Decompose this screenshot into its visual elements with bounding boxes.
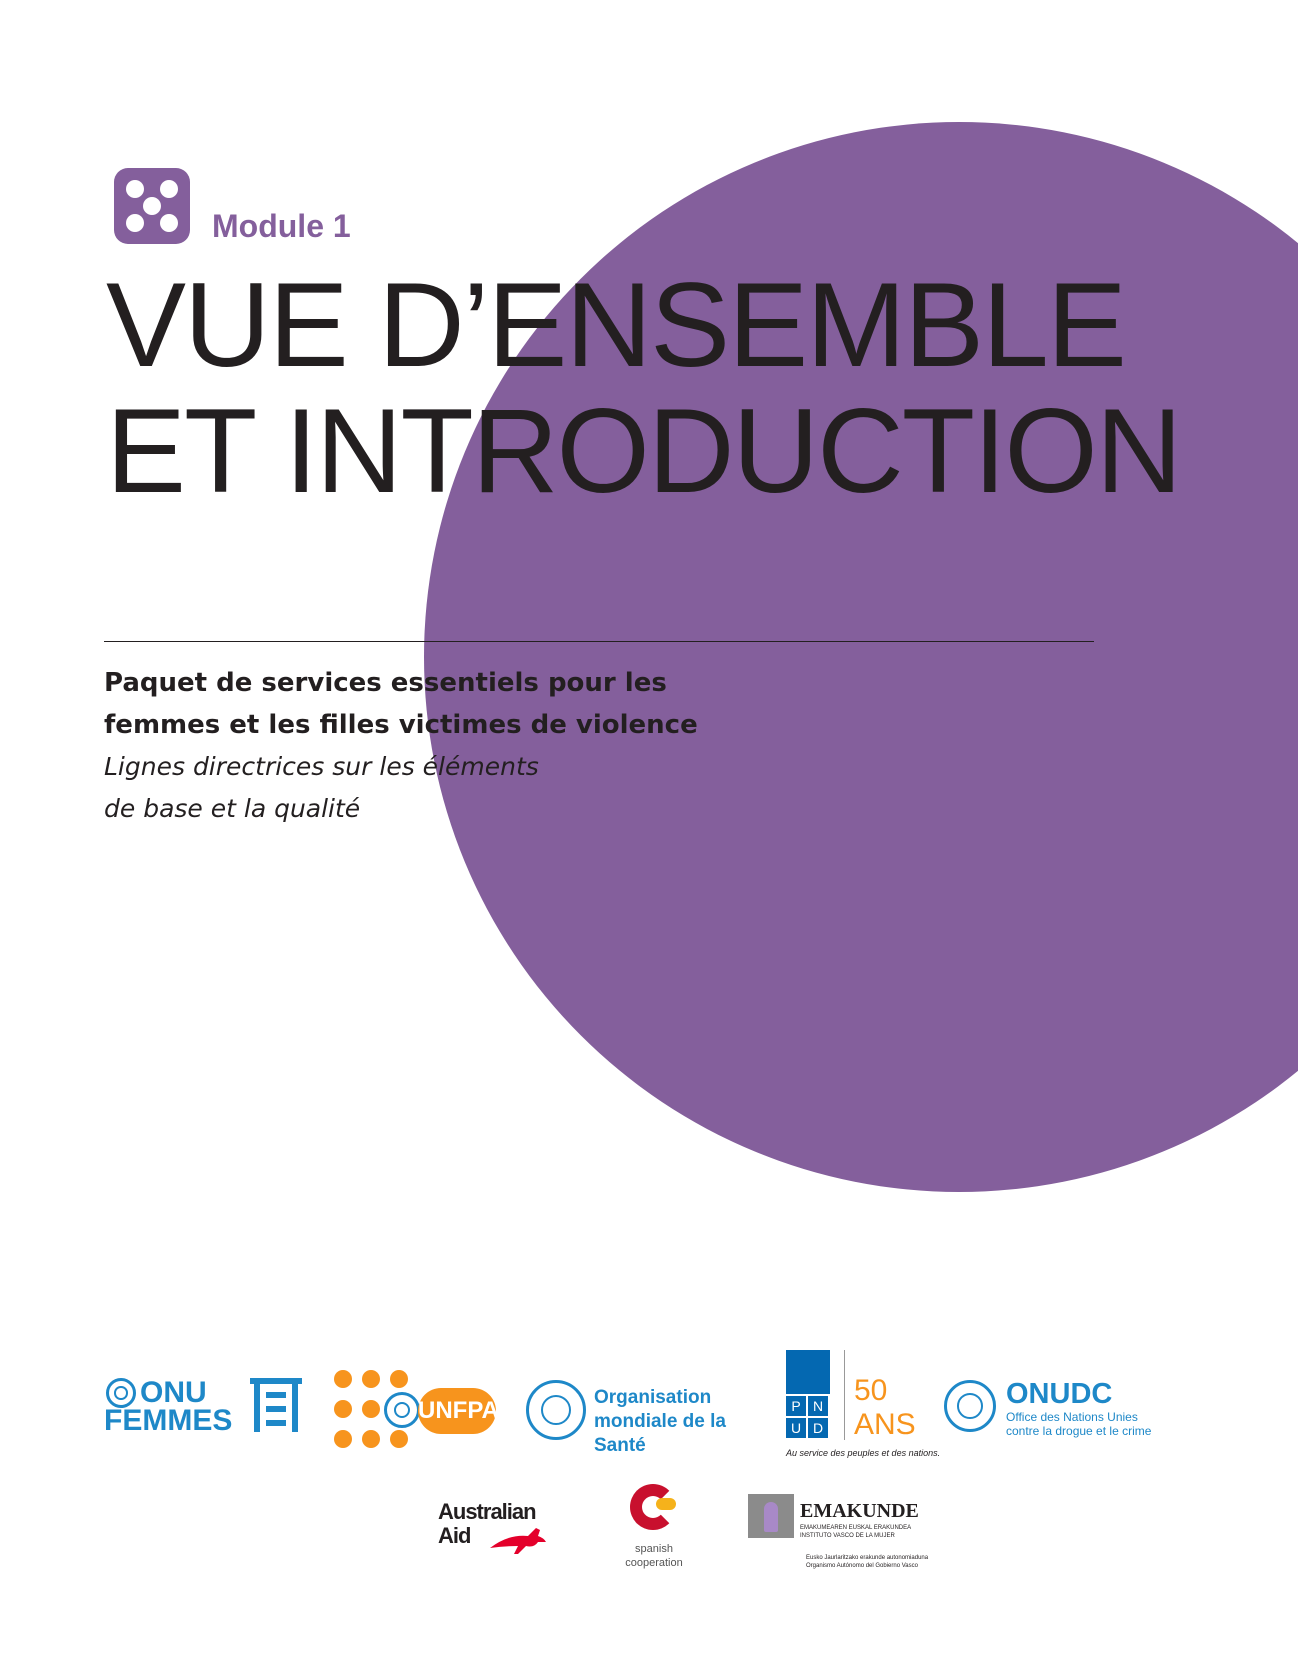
subtitle-bold-line-1: Paquet de services essentiels pour les xyxy=(104,668,667,698)
pnud-fifty: 50 xyxy=(854,1374,888,1407)
pnud-letter-d: D xyxy=(808,1418,828,1438)
subtitle-italic-line-1: Lignes directrices sur les éléments xyxy=(104,752,539,781)
unfpa-label: UNFPA xyxy=(418,1388,496,1434)
pnud-tagline: Au service des peuples et des nations. xyxy=(786,1448,941,1458)
emakunde-name: EMAKUNDE xyxy=(800,1500,919,1522)
australian-aid-logo xyxy=(438,1500,558,1560)
subtitle-bold-line-2: femmes et les filles victimes de violence xyxy=(104,710,698,740)
pnud-ans: ANS xyxy=(854,1408,916,1441)
kangaroo-icon xyxy=(488,1526,548,1556)
emakunde-sub-3: Eusko Jaurlaritzako erakunde autonomiaduna xyxy=(806,1555,929,1561)
onu-femmes-line-1: ONU xyxy=(140,1376,207,1409)
title-line-2: ET INTRODUCTION xyxy=(106,384,1181,518)
page-title xyxy=(106,258,1181,518)
oms-logo xyxy=(526,1380,756,1456)
onu-femmes-symbol-icon xyxy=(250,1378,302,1432)
spanish-cooperation-logo xyxy=(612,1484,696,1580)
pnud-logo xyxy=(786,1350,941,1460)
onudc-line-1: Office des Nations Unies xyxy=(1006,1410,1138,1424)
module-label: Module 1 xyxy=(212,208,351,244)
emakunde-sub-4: Organismo Autónomo del Gobierno Vasco xyxy=(806,1563,918,1569)
un-emblem-box-icon xyxy=(786,1350,830,1394)
emakunde-sub-1: EMAKUMEAREN EUSKAL ERAKUNDEA xyxy=(800,1525,912,1531)
un-emblem-icon xyxy=(384,1392,420,1428)
pnud-letter-u: U xyxy=(786,1418,806,1438)
emakunde-figure-icon xyxy=(748,1494,794,1538)
spanish-cooperation-line-2: cooperation xyxy=(625,1557,683,1569)
subtitle-italic-line-2: de base et la qualité xyxy=(104,794,361,823)
emakunde-logo xyxy=(748,1494,948,1574)
oms-line-2: mondiale de la Santé xyxy=(594,1411,726,1456)
subtitle-block xyxy=(104,662,698,830)
spanish-cooperation-line-1: spanish xyxy=(635,1543,673,1555)
divider xyxy=(104,641,1094,642)
module-dice-icon xyxy=(114,168,190,244)
australian-aid-line-2: Aid xyxy=(438,1523,471,1548)
onu-femmes-logo xyxy=(104,1376,304,1436)
onudc-logo xyxy=(944,1378,1164,1438)
pnud-letter-n: N xyxy=(808,1396,828,1416)
pnud-letter-p: P xyxy=(786,1396,806,1416)
who-emblem-icon xyxy=(526,1380,586,1440)
onu-femmes-line-2: FEMMES xyxy=(104,1404,233,1437)
oms-line-1: Organisation xyxy=(594,1387,712,1408)
onudc-line-2: contre la drogue et le crime xyxy=(1006,1424,1152,1438)
australian-aid-line-1: Australian xyxy=(438,1499,536,1524)
unfpa-logo xyxy=(334,1370,498,1448)
title-line-1: VUE D’ENSEMBLE xyxy=(106,258,1125,392)
emakunde-sub-2: INSTITUTO VASCO DE LA MUJER xyxy=(800,1533,895,1539)
un-emblem-icon xyxy=(944,1380,996,1432)
onudc-name: ONUDC xyxy=(1006,1378,1113,1410)
